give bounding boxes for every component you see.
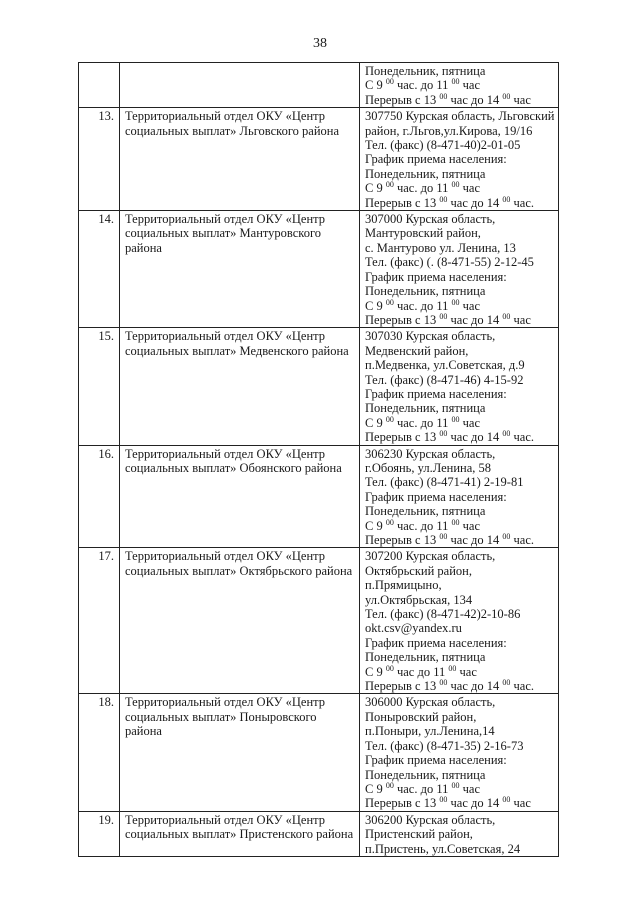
schedule-text: час. <box>510 430 534 445</box>
address-line <box>365 519 553 533</box>
time-minutes-superscript: 00 <box>385 517 394 527</box>
office-address-cell <box>360 445 559 548</box>
time-minutes-superscript: 00 <box>385 77 394 87</box>
schedule-text: час до 14 <box>447 796 503 811</box>
schedule-text: час <box>510 312 531 327</box>
office-name-cell: Территориальный отдел ОКУ «Центр социальных выплат» Льговского района <box>120 108 360 211</box>
address-line <box>365 78 553 92</box>
address-line <box>365 665 553 679</box>
address-line: Понедельник, пятница <box>365 64 486 78</box>
schedule-text: час. до 11 <box>393 298 452 313</box>
row-number-cell: 15. <box>79 328 120 445</box>
schedule-text: час. до 11 <box>393 518 452 533</box>
address-line: Медвенский район, <box>365 343 469 358</box>
schedule-text: час. <box>510 533 534 547</box>
time-minutes-superscript: 00 <box>451 297 460 307</box>
address-line <box>365 796 553 810</box>
time-minutes-superscript: 00 <box>451 180 460 190</box>
schedule-text: С 9 <box>365 781 386 796</box>
schedule-text: С 9 <box>365 415 386 430</box>
office-name-cell: Территориальный отдел ОКУ «Центр социальных выплат» Мантуровского района <box>120 211 360 328</box>
time-minutes-superscript: 00 <box>502 429 511 439</box>
address-line <box>365 196 553 210</box>
table-row <box>79 694 559 811</box>
schedule-text: час <box>459 415 481 430</box>
address-line: 306230 Курская область, <box>365 446 496 461</box>
time-minutes-superscript: 00 <box>439 429 448 439</box>
time-minutes-superscript: 00 <box>385 414 394 424</box>
office-name-cell: Территориальный отдел ОКУ «Центр социальных выплат» Октябрьского района <box>120 548 360 694</box>
address-line: График приема населения: <box>365 386 507 401</box>
time-minutes-superscript: 00 <box>502 678 511 688</box>
table-row <box>79 811 559 856</box>
time-minutes-superscript: 00 <box>439 91 448 101</box>
time-minutes-superscript: 00 <box>439 532 448 541</box>
row-number-cell: 16. <box>79 445 120 548</box>
time-minutes-superscript: 00 <box>502 311 511 321</box>
schedule-text: С 9 <box>365 664 386 679</box>
schedule-text: С 9 <box>365 298 386 313</box>
time-minutes-superscript: 00 <box>385 180 394 190</box>
schedule-text: час <box>510 796 531 811</box>
address-line: График приема населения: <box>365 635 507 650</box>
time-minutes-superscript: 00 <box>439 311 448 321</box>
address-line: г.Обоянь, ул.Ленина, 58 <box>365 460 492 475</box>
address-line: График приема населения: <box>365 269 507 284</box>
row-number-cell: 13. <box>79 108 120 211</box>
time-minutes-superscript: 00 <box>385 663 394 673</box>
address-line: Октябрьский район, <box>365 563 472 578</box>
time-minutes-superscript: 00 <box>439 795 448 805</box>
address-line: район, г.Льгов,ул.Кирова, 19/16 <box>365 123 533 138</box>
schedule-text: час до 14 <box>447 430 503 445</box>
address-line: Поныровский район, <box>365 709 477 724</box>
row-number-cell: 17. <box>79 548 120 694</box>
address-line: с. Мантурово ул. Ленина, 13 <box>365 240 516 255</box>
row-number-cell <box>79 63 120 108</box>
address-line: п.Медвенка, ул.Советская, д.9 <box>365 358 525 373</box>
schedule-text: час <box>459 298 481 313</box>
schedule-text: час. <box>510 679 534 694</box>
schedule-text: С 9 <box>365 78 386 93</box>
table-row <box>79 63 559 108</box>
address-line: 306000 Курская область, <box>365 695 496 710</box>
address-line: Тел. (факс) (8-471-41) 2-19-81 <box>365 475 524 490</box>
page-number: 38 <box>313 36 327 51</box>
schedule-text: час <box>456 664 477 679</box>
address-line <box>365 533 553 547</box>
schedule-text: час. до 11 <box>393 415 452 430</box>
time-minutes-superscript: 00 <box>502 91 511 101</box>
office-address-cell <box>360 811 559 856</box>
address-line: Тел. (факс) (8-471-40)2-01-05 <box>365 138 521 153</box>
schedule-text: час до 14 <box>447 533 503 547</box>
address-line <box>365 313 553 327</box>
schedule-text: Перерыв с 13 <box>365 430 440 445</box>
address-line: ул.Октябрьская, 134 <box>365 592 473 607</box>
office-address-cell <box>360 63 559 108</box>
schedule-text: Перерыв с 13 <box>365 796 440 811</box>
address-line <box>365 782 553 796</box>
address-line <box>365 93 553 107</box>
office-name-cell: Территориальный отдел ОКУ «Центр социальных выплат» Пристенского района <box>120 811 360 856</box>
schedule-text: С 9 <box>365 181 386 196</box>
address-line <box>365 181 553 195</box>
schedule-text: С 9 <box>365 518 386 533</box>
schedule-text: Перерыв с 13 <box>365 312 440 327</box>
office-name-cell: Территориальный отдел ОКУ «Центр социальных выплат» Поныровского района <box>120 694 360 811</box>
office-address-cell <box>360 548 559 694</box>
address-line: График приема населения: <box>365 489 507 504</box>
address-line: Понедельник, пятница <box>365 401 486 416</box>
address-line: Тел. (факс) (8-471-46) 4-15-92 <box>365 372 524 387</box>
office-name-cell <box>120 63 360 108</box>
schedule-text: час. до 11 <box>393 781 452 796</box>
address-line: 307000 Курская область, <box>365 212 496 227</box>
schedule-text: Перерыв с 13 <box>365 533 440 547</box>
schedule-text: час <box>459 518 481 533</box>
schedule-text: час до 14 <box>447 679 503 694</box>
address-line <box>365 679 553 693</box>
office-name-cell: Территориальный отдел ОКУ «Центр социальных выплат» Медвенского района <box>120 328 360 445</box>
office-name-cell: Территориальный отдел ОКУ «Центр социальных выплат» Обоянского района <box>120 445 360 548</box>
address-line: п.Прямицыно, <box>365 578 442 593</box>
time-minutes-superscript: 00 <box>385 780 394 790</box>
time-minutes-superscript: 00 <box>502 795 511 805</box>
office-address-cell <box>360 211 559 328</box>
address-line: График приема населения: <box>365 753 507 768</box>
schedule-text: час до 14 <box>447 195 503 210</box>
address-line: okt.csv@yandex.ru <box>365 621 462 636</box>
schedule-text: час <box>510 92 531 107</box>
time-minutes-superscript: 00 <box>502 532 511 541</box>
table-row <box>79 445 559 548</box>
address-line: п.Пристень, ул.Советская, 24 <box>365 841 521 856</box>
address-line: Понедельник, пятница <box>365 767 486 782</box>
schedule-text: час <box>459 181 481 196</box>
address-line <box>365 416 553 430</box>
table-row <box>79 548 559 694</box>
time-minutes-superscript: 00 <box>451 77 460 87</box>
time-minutes-superscript: 00 <box>451 414 460 424</box>
time-minutes-superscript: 00 <box>451 780 460 790</box>
address-line: 307200 Курская область, <box>365 549 496 564</box>
address-line <box>365 299 553 313</box>
address-line: Понедельник, пятница <box>365 166 486 181</box>
office-address-cell <box>360 328 559 445</box>
table-row <box>79 211 559 328</box>
offices-table-body <box>79 63 559 857</box>
row-number-cell: 19. <box>79 811 120 856</box>
schedule-text: час. до 11 <box>393 181 452 196</box>
time-minutes-superscript: 00 <box>448 663 457 673</box>
time-minutes-superscript: 00 <box>451 517 460 527</box>
time-minutes-superscript: 00 <box>439 194 448 204</box>
address-line: Мантуровский район, <box>365 226 481 241</box>
address-line: Понедельник, пятница <box>365 504 486 519</box>
address-line: Понедельник, пятница <box>365 650 486 665</box>
schedule-text: час до 11 <box>393 664 449 679</box>
address-line: Понедельник, пятница <box>365 284 486 299</box>
schedule-text: час <box>459 781 481 796</box>
schedule-text: час <box>459 78 481 93</box>
address-line: 307750 Курская область, Льговский <box>365 109 555 124</box>
office-address-cell <box>360 694 559 811</box>
time-minutes-superscript: 00 <box>439 678 448 688</box>
address-line <box>365 430 553 444</box>
time-minutes-superscript: 00 <box>385 297 394 307</box>
schedule-text: час до 14 <box>447 312 503 327</box>
schedule-text: час до 14 <box>447 92 503 107</box>
schedule-text: час. до 11 <box>393 78 452 93</box>
table-row <box>79 328 559 445</box>
address-line: Пристенский район, <box>365 827 473 842</box>
address-line: График приема населения: <box>365 152 507 167</box>
offices-table <box>78 62 559 857</box>
schedule-text: Перерыв с 13 <box>365 679 440 694</box>
address-line: п.Поныри, ул.Ленина,14 <box>365 724 495 739</box>
schedule-text: час. <box>510 195 534 210</box>
table-row <box>79 108 559 211</box>
address-line: 306200 Курская область, <box>365 812 496 827</box>
address-line: Тел. (факс) (. (8-471-55) 2-12-45 <box>365 255 534 270</box>
address-line: 307030 Курская область, <box>365 329 496 344</box>
row-number-cell: 14. <box>79 211 120 328</box>
schedule-text: Перерыв с 13 <box>365 92 440 107</box>
address-line: Тел. (факс) (8-471-35) 2-16-73 <box>365 738 524 753</box>
address-line: Тел. (факс) (8-471-42)2-10-86 <box>365 607 521 622</box>
office-address-cell <box>360 108 559 211</box>
row-number-cell: 18. <box>79 694 120 811</box>
schedule-text: Перерыв с 13 <box>365 195 440 210</box>
time-minutes-superscript: 00 <box>502 194 511 204</box>
